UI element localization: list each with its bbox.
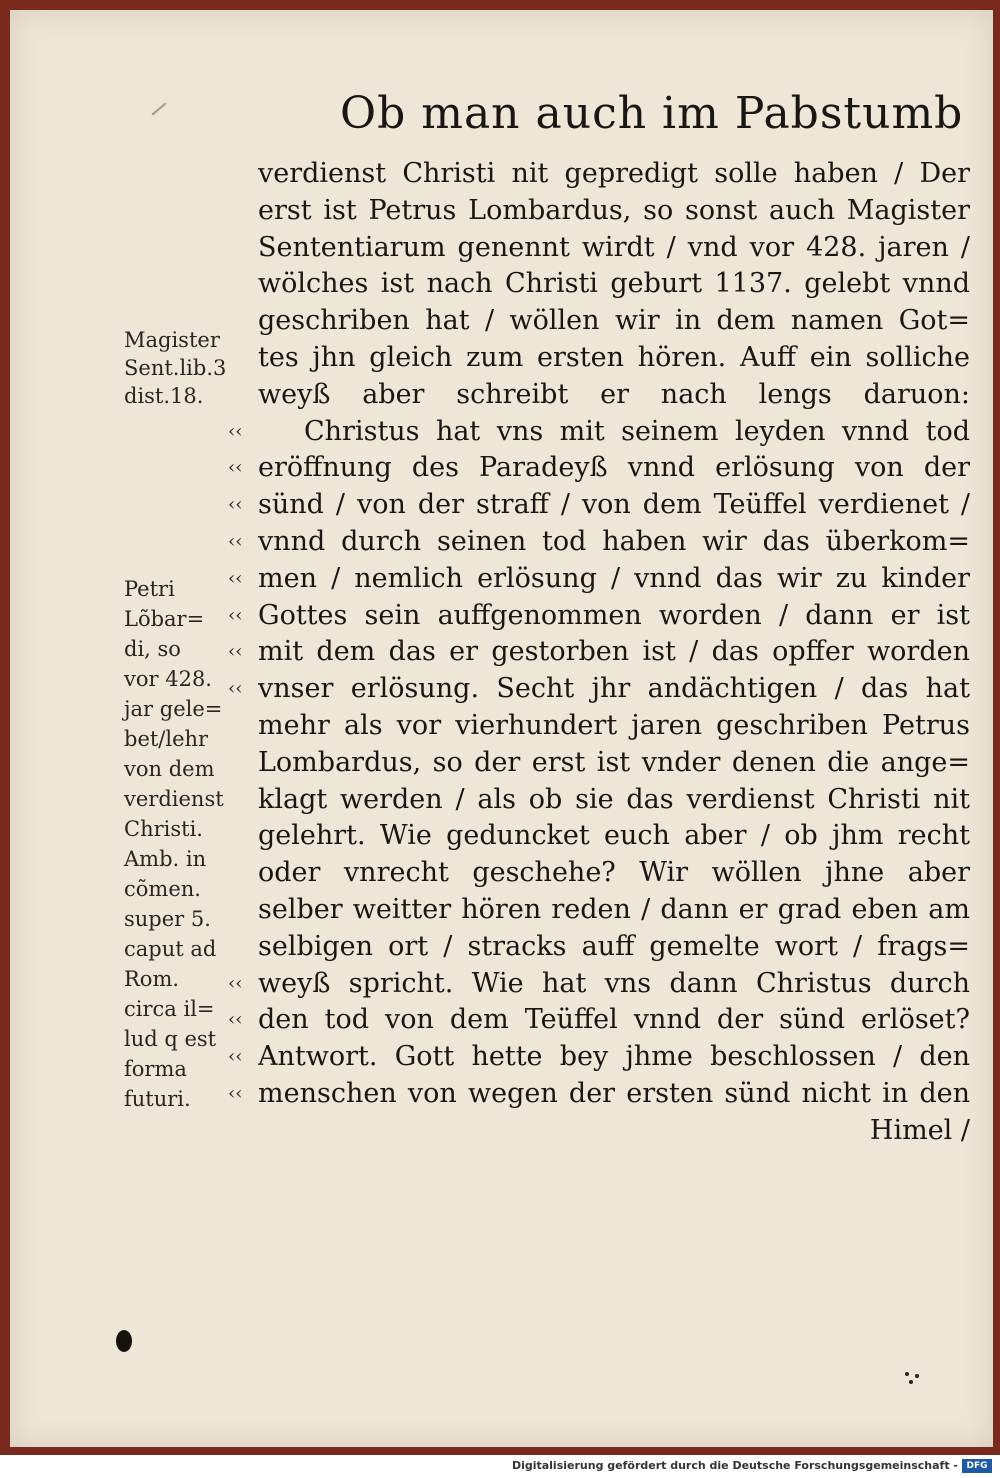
text-line: mehr als vor vierhundert jaren geschriben Petrus bbox=[258, 710, 970, 741]
margin-note-line: von dem bbox=[124, 757, 215, 781]
text-line: klagt werden / als ob sie das verdienst Christi nit bbox=[258, 783, 970, 815]
margin-note-line: Rom. bbox=[124, 967, 180, 991]
text-line: mit dem das er gestorben ist / das opffer worden bbox=[258, 636, 970, 668]
text-line: selbigen ort / stracks auff gemelte wort / frags= bbox=[258, 930, 970, 962]
quote-mark: ‹‹ bbox=[228, 1009, 243, 1031]
text-line: weyß aber schreibt er nach lengs daruon: bbox=[258, 378, 970, 410]
quote-mark: ‹‹ bbox=[228, 531, 243, 552]
text-line: Christus hat vns mit seinem leyden vnnd tod bbox=[304, 415, 970, 447]
margin-note-line: dist.18. bbox=[124, 384, 204, 408]
margin-note-line: Petri bbox=[124, 577, 175, 601]
text-line: verdienst Christi nit gepredigt solle haben / Der bbox=[258, 158, 970, 189]
text-line: Himel / bbox=[869, 1114, 970, 1146]
quote-mark: ‹‹ bbox=[228, 972, 243, 994]
margin-note-magister bbox=[124, 326, 254, 410]
text-line: den tod von dem Teüffel vnnd der sünd erlöset? bbox=[258, 1004, 970, 1036]
text-line: Sententiarum genennt wirdt / vnd vor 428. jaren / bbox=[258, 231, 970, 263]
text-line: oder vnrecht geschehe? Wir wöllen jhne aber bbox=[258, 857, 970, 889]
margin-note-line: forma bbox=[124, 1057, 187, 1081]
margin-note-line: Sent.lib.3 bbox=[124, 356, 227, 380]
quote-mark: ‹‹ bbox=[228, 1046, 243, 1068]
margin-note-line: super 5. bbox=[124, 907, 211, 931]
quote-mark: ‹‹ bbox=[228, 567, 243, 589]
text-line: wölches ist nach Christi geburt 1137. gelebt vnnd bbox=[258, 268, 970, 300]
margin-note-line: Amb. in bbox=[124, 847, 207, 871]
text-line: eröffnung des Paradeyß vnnd erlösung von der bbox=[258, 452, 970, 484]
margin-note-line: circa il= bbox=[124, 997, 215, 1021]
quote-mark: ‹‹ bbox=[228, 420, 243, 442]
running-head: Ob man auch im Pabstumb bbox=[340, 88, 964, 139]
text-line: vnser erlösung. Secht jhr andächtigen / das hat bbox=[258, 673, 970, 705]
text-line: Gottes sein auffgenommen worden / dann er ist bbox=[258, 599, 970, 631]
text-line: Antwort. Gott hette bey jhme beschlossen / den bbox=[258, 1041, 970, 1073]
text-line: tes jhn gleich zum ersten hören. Auff ein solliche bbox=[258, 342, 970, 373]
margin-note-line: Lõbar= bbox=[124, 607, 205, 631]
text-line: selber weitter hören reden / dann er grad eben am bbox=[258, 894, 970, 925]
footer-credit: Digitalisierung gefördert durch die Deutsche Forschungsgemeinschaft - bbox=[511, 1459, 958, 1472]
margin-note-line: Christi. bbox=[124, 817, 203, 841]
quote-mark: ‹‹ bbox=[228, 604, 243, 626]
margin-note-line: futuri. bbox=[124, 1087, 191, 1111]
text-line: sünd / von der straff / von dem Teüffel verdienet / bbox=[258, 489, 970, 521]
quote-mark: ‹‹ bbox=[228, 641, 243, 663]
margin-note-line: vor 428. bbox=[124, 667, 212, 691]
ink-blot bbox=[116, 1330, 132, 1352]
margin-note-line: di, so bbox=[124, 637, 181, 661]
margin-note-line: jar gele= bbox=[124, 697, 223, 721]
margin-note-line: Magister bbox=[124, 328, 220, 352]
margin-note-line: lud q est bbox=[124, 1027, 217, 1051]
margin-note-line: verdienst bbox=[124, 787, 224, 811]
margin-note-line: caput ad bbox=[124, 937, 217, 961]
footer-bar bbox=[0, 1455, 1000, 1478]
text-line: erst ist Petrus Lombardus, so sonst auch Magister bbox=[258, 194, 970, 226]
margin-note-line: bet/lehr bbox=[124, 727, 209, 751]
text-line: geschriben hat / wöllen wir in dem namen Got= bbox=[258, 305, 970, 337]
text-line: gelehrt. Wie geduncket euch aber / ob jhm recht bbox=[258, 820, 970, 852]
text-line: men / nemlich erlösung / vnnd das wir zu kinder bbox=[258, 562, 970, 594]
quote-mark: ‹‹ bbox=[228, 678, 243, 700]
quote-mark: ‹‹ bbox=[228, 1083, 243, 1104]
text-line: Lombardus, so der erst ist vnder denen die ange= bbox=[258, 746, 970, 778]
dfg-logo-icon: DFG bbox=[962, 1459, 992, 1473]
quote-mark: ‹‹ bbox=[228, 457, 243, 479]
quote-mark: ‹‹ bbox=[228, 494, 243, 516]
text-line: menschen von wegen der ersten sünd nicht in den bbox=[258, 1078, 970, 1109]
text-line: weyß spricht. Wie hat vns dann Christus durch bbox=[258, 967, 970, 999]
margin-note-line: cõmen. bbox=[124, 877, 201, 901]
margin-note-petri bbox=[124, 574, 254, 1114]
text-line: vnnd durch seinen tod haben wir das überkom= bbox=[258, 526, 970, 557]
ink-dots bbox=[905, 1372, 925, 1384]
